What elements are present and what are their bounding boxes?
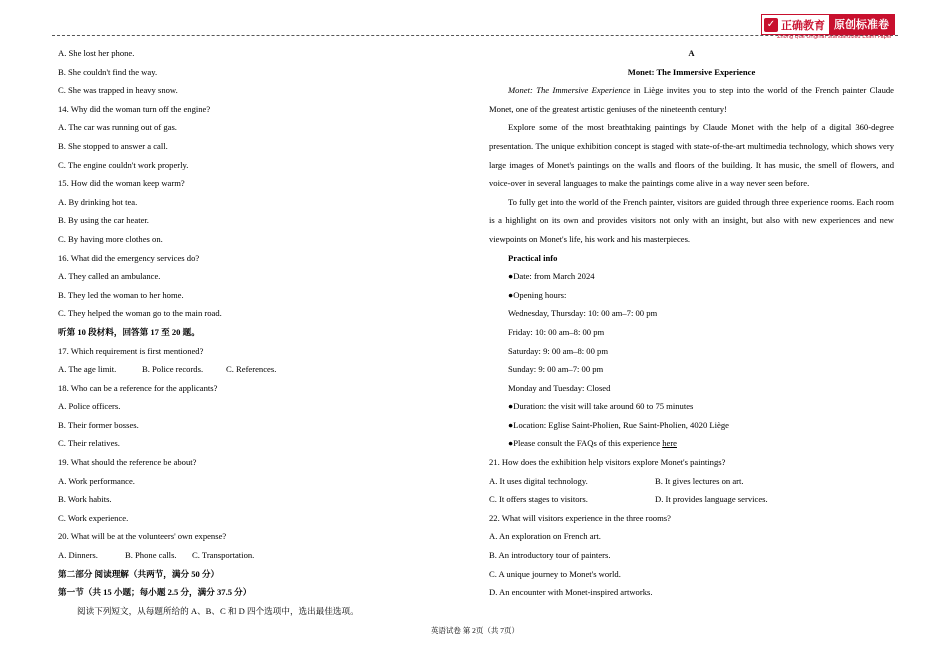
hours-line: Wednesday, Thursday: 10: 00 am–7: 00 pm [508, 308, 658, 319]
question-18: 18. Who can be a reference for the applicants? [58, 382, 218, 393]
option: A. They called an ambulance. [58, 271, 161, 282]
info-faq [489, 434, 894, 453]
question-20: 20. What will be at the volunteers' own expense? [58, 531, 227, 542]
option: C. References. [226, 364, 277, 375]
question-16: 16. What did the emergency services do? [58, 252, 200, 263]
option: A. The car was running out of gas. [58, 122, 177, 133]
question-15: 15. How did the woman keep warm? [58, 178, 185, 189]
options-row [58, 360, 458, 379]
section-title: 第一节（共 15 小题；每小题 2.5 分，满分 37.5 分） [58, 587, 252, 598]
passage-letter: A [688, 48, 695, 58]
option: A. She lost her phone. [58, 48, 135, 58]
logo-tag: 原创标准卷 [829, 15, 894, 34]
options-row [489, 490, 894, 509]
option: B. An introductory tour of painters. [489, 550, 611, 561]
faq-text: ●Please consult the FAQs of this experience [508, 438, 663, 449]
question-17: 17. Which requirement is first mentioned? [58, 345, 204, 356]
option: B. It gives lectures on art. [655, 475, 744, 486]
paragraph: Explore some of the most breathtaking paintings by Claude Monet with the help of a digital 360-degree presentation. The unique exhibition concept is staged with state-of-the-art multimedia technology, which shows very large images of Monet's paintings on the walls and floors of the building. It has music, the smell of flowers, and voice-over in several languages to make the paintings come alive in a way never seen before. [489, 122, 894, 189]
paragraph: To fully get into the world of the French painter, visitors are guided through three experience rooms. Each room is a highlight on its own and provides visitors not only with an insight, but also with new experiences and new viewpoints on Monet's life, his work and his masterpieces. [489, 196, 894, 244]
info-opening: ●Opening hours: [508, 289, 567, 300]
question-21: 21. How does the exhibition help visitors explore Monet's paintings? [489, 457, 726, 468]
right-column [489, 44, 894, 602]
option: B. They led the woman to her home. [58, 289, 184, 300]
option: A. By drinking hot tea. [58, 196, 138, 207]
question-14: 14. Why did the woman turn off the engine? [58, 103, 211, 114]
paragraph-italic: Monet: The Immersive Experience [508, 85, 631, 96]
option: D. An encounter with Monet-inspired artworks. [489, 587, 653, 598]
question-19: 19. What should the reference be about? [58, 457, 197, 468]
option: C. Work experience. [58, 512, 129, 523]
option: C. Transportation. [192, 550, 255, 561]
option: B. She couldn't find the way. [58, 66, 158, 77]
option: C. By having more clothes on. [58, 233, 163, 244]
section-instruction: 听第 10 段材料，回答第 17 至 20 题。 [58, 326, 200, 337]
hours-line: Monday and Tuesday: Closed [508, 382, 611, 393]
header-divider [52, 35, 898, 36]
option: B. Work habits. [58, 494, 112, 505]
left-column [58, 44, 458, 620]
hours-line: Saturday: 9: 00 am–8: 00 pm [508, 345, 609, 356]
option: A. Work performance. [58, 475, 135, 486]
option: D. It provides language services. [655, 494, 768, 505]
logo-subtitle: Zhong Que Original Standardized Exam Paper [777, 34, 892, 40]
option: C. Their relatives. [58, 438, 120, 449]
option: B. Phone calls. [125, 550, 177, 561]
option: B. By using the car heater. [58, 215, 149, 226]
option: C. She was trapped in heavy snow. [58, 85, 178, 96]
option: A. The age limit. [58, 364, 117, 375]
checkmark-icon: ✓ [764, 18, 778, 32]
option: A. It uses digital technology. [489, 475, 588, 486]
practical-info-title: Practical info [508, 252, 558, 263]
option: C. A unique journey to Monet's world. [489, 568, 621, 579]
info-date: ●Date: from March 2024 [508, 271, 595, 282]
option: B. Police records. [142, 364, 204, 375]
hours-line: Friday: 10: 00 am–8: 00 pm [508, 326, 605, 337]
option: C. It offers stages to visitors. [489, 494, 588, 505]
option: B. She stopped to answer a call. [58, 140, 168, 151]
option: C. The engine couldn't work properly. [58, 159, 189, 170]
question-22: 22. What will visitors experience in the three rooms? [489, 512, 671, 523]
brand-logo [761, 14, 895, 35]
option: A. An exploration on French art. [489, 531, 601, 542]
section-instruction: 阅读下列短文，从每题所给的 A、B、C 和 D 四个选项中，选出最佳选项。 [77, 605, 359, 616]
option: B. Their former bosses. [58, 419, 139, 430]
info-location: ●Location: Eglise Saint-Pholien, Rue Saint-Pholien, 4020 Liège [508, 419, 729, 430]
hours-line: Sunday: 9: 00 am–7: 00 pm [508, 364, 604, 375]
page-footer: 英语试卷 第 2页（共 7页） [430, 626, 520, 635]
options-row [489, 472, 894, 491]
option: C. They helped the woman go to the main road. [58, 308, 222, 319]
faq-link[interactable]: here [662, 438, 677, 449]
logo-brand: 正确教育 [781, 18, 825, 32]
passage-title: Monet: The Immersive Experience [627, 66, 756, 77]
option: A. Dinners. [58, 550, 98, 561]
options-row [58, 546, 458, 565]
paragraph-text: in Liège invites you to step into the world of the French painter Claude Monet, one of the greatest artistic geniuses of the nineteenth century! [489, 85, 894, 114]
option: A. Police officers. [58, 401, 121, 412]
part-title: 第二部分 阅读理解（共两节，满分 50 分） [58, 568, 220, 579]
paragraph [489, 81, 894, 118]
info-duration: ●Duration: the visit will take around 60 to 75 minutes [508, 401, 694, 412]
